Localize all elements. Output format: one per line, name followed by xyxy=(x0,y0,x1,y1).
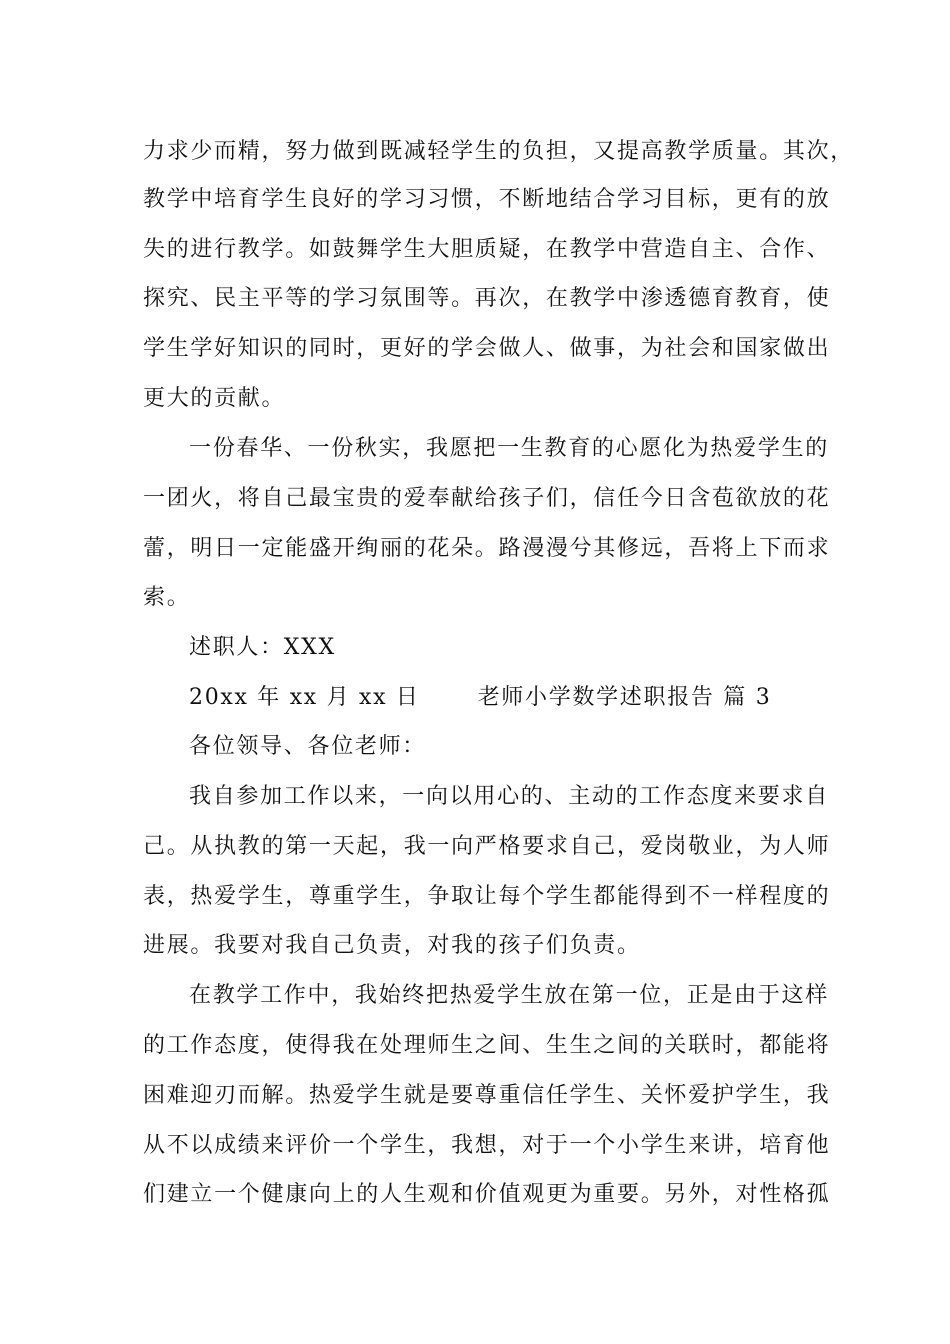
paragraph-line: 我自参加工作以来，一向以用心的、主动的工作态度来要求自 xyxy=(189,784,829,809)
paragraph-line: 在教学工作中，我始终把热爱学生放在第一位，正是由于这样 xyxy=(189,983,829,1008)
paragraph-line: 失的进行教学。如鼓舞学生大胆质疑，在教学中营造自主、合作、 xyxy=(143,237,831,262)
paragraph-line: 教学中培育学生良好的学习习惯，不断地结合学习目标，更有的放 xyxy=(143,187,831,212)
paragraph-line: 表，热爱学生，尊重学生，争取让每个学生都能得到不一样程度的 xyxy=(143,884,831,909)
paragraph-line: 们建立一个健康向上的人生观和价值观更为重要。另外，对性格孤 xyxy=(143,1182,831,1207)
paragraph-line: 探究、民主平等的学习氛围等。再次，在教学中渗透德育教育，使 xyxy=(143,286,831,311)
paragraph-line: 一团火，将自己最宝贵的爱奉献给孩子们，信任今日含苞欲放的花 xyxy=(143,486,831,511)
paragraph-line: 进展。我要对我自己负责，对我的孩子们负责。 xyxy=(143,933,641,958)
paragraph-line: 困难迎刃而解。热爱学生就是要尊重信任学生、关怀爱护学生，我 xyxy=(143,1083,831,1108)
section-title: 老师小学数学述职报告 篇 3 xyxy=(477,685,772,710)
paragraph-line: 索。 xyxy=(143,585,191,610)
signature-line: 述职人：XXX xyxy=(189,635,336,660)
paragraph-line: 的工作态度，使得我在处理师生之间、生生之间的关联时，都能将 xyxy=(143,1033,831,1058)
paragraph-line: 蕾，明日一定能盛开绚丽的花朵。路漫漫兮其修远，吾将上下而求 xyxy=(143,536,831,561)
report-date: 20xx 年 xx 月 xx 日 xyxy=(189,685,420,710)
paragraph-line: 己。从执教的第一天起，我一向严格要求自己，爱岗敬业，为人师 xyxy=(143,834,831,859)
paragraph-line: 从不以成绩来评价一个学生，我想，对于一个小学生来讲，培育他 xyxy=(143,1133,831,1158)
paragraph-line: 力求少而精，努力做到既减轻学生的负担，又提高教学质量。其次， xyxy=(143,139,855,164)
paragraph-line: 一份春华、一份秋实，我愿把一生教育的心愿化为热爱学生的 xyxy=(189,436,829,461)
salutation-line: 各位领导、各位老师： xyxy=(189,734,427,759)
date-heading-line xyxy=(189,678,771,718)
paragraph-line: 学生学好知识的同时，更好的学会做人、做事，为社会和国家做出 xyxy=(143,336,831,361)
paragraph-line: 更大的贡献。 xyxy=(143,386,286,411)
